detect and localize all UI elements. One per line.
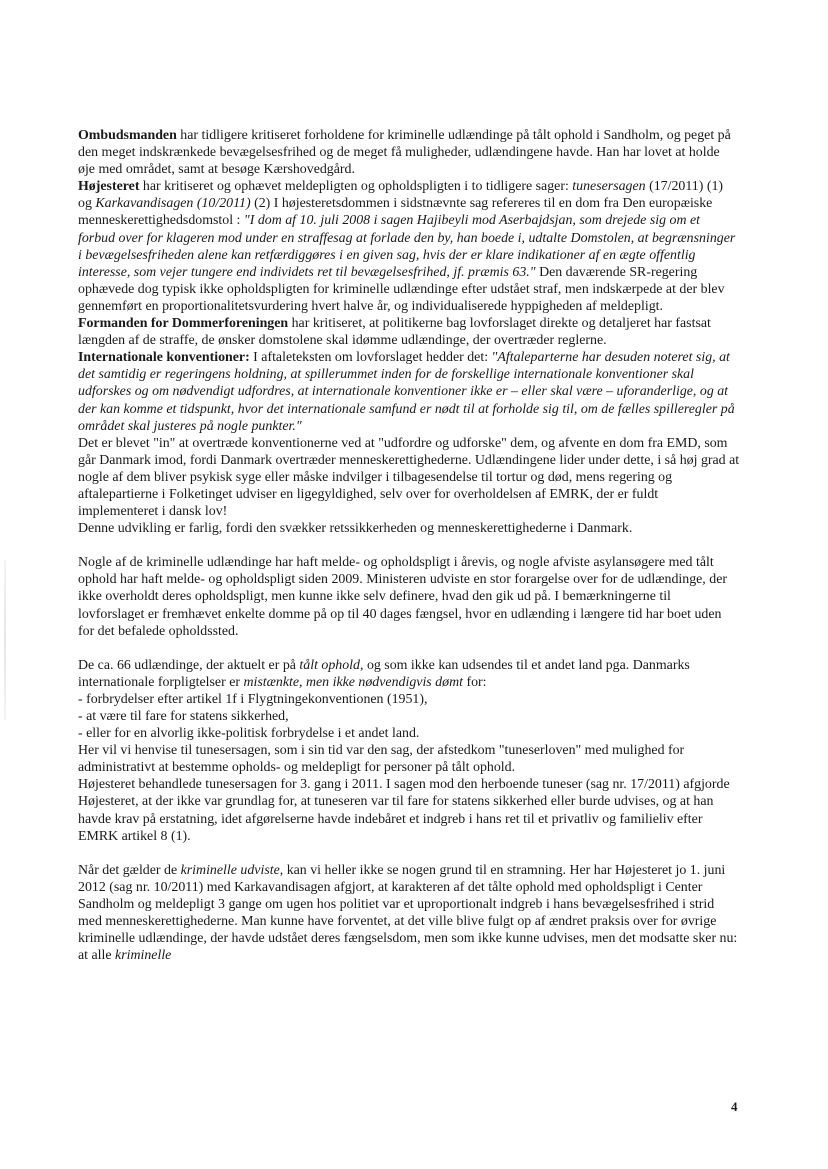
text-run: De ca. 66 udlændinge, der aktuelt er på <box>78 657 300 673</box>
text-run: Den daværende SR-regering ophævede dog typisk ikke opholdspligten for kriminelle udlændinge efter udstået straf, men indskærpede at der blev gennemført en proportionalitetsvurdering hvert halve år, og individualiserede hyppigheden af meldepligt. <box>78 264 725 314</box>
bold-run: Ombudsmanden <box>78 128 177 143</box>
text-run: Når det gælder de <box>78 862 181 878</box>
paragraph <box>78 520 740 537</box>
text-run: har kritiseret og ophævet meldepligten og opholdspligten i to tidligere sager: <box>139 179 573 195</box>
text-run: Nogle af de kriminelle udlændinge har haft melde- og opholdspligt i årevis, og nogle afviste asylansøgere med tålt ophold har haft melde- og opholdspligt siden 2009. Ministeren udviste en stor forargelse over for de udlændinge, der ikke overholdt deres opholdspligt, men kunne ikke selv definere, hvad den gik ud på. I bemærkningerne til lovforslaget er fremhævet enkelte domme på op til 40 dages fængsel, hvor en udlænding i længere tid har boet uden for det befalede opholdssted. <box>78 555 727 639</box>
text-run: har tidligere kritiseret forholdene for kriminelle udlændinge på tålt ophold i Sandholm, og peget på den meget indskrænkede bevægelsesfrihed og de meget få muligheder, udlændingene havde. Han har lovet at holde øje med området, samt at besøge Kærshovedgård. <box>78 128 731 178</box>
text-run: , kan vi heller ikke se nogen grund til en stramning. Her har Højesteret jo 1. juni 2012 (sag nr. 10/2011) med Karkavandisagen afgjort, at karakteren af det tålte ophold med opholdspligt i Center Sandholm og meldepligt 3 gange om ugen hos politiet var et uproportionalt indgreb i hans bevægelsesfrihed i strid med menneskerettighederne. Man kunne have forventet, at det ville blive fulgt op af ændret praksis over for øvrige kriminelle udlændinge, der havde udstået deres fængselsdom, men som ikke kunne udvises, men det modsatte sker nu: at alle <box>78 862 738 964</box>
italic-run: Karkavandisagen (10/2011) <box>95 196 251 212</box>
paragraph <box>78 554 740 639</box>
text-run: - at være til fare for statens sikkerhed, <box>78 709 289 724</box>
paragraph <box>78 691 740 708</box>
italic-run: kriminelle udviste <box>180 862 280 878</box>
italic-run: "Aftaleparterne har desuden noteret sig, at det samtidig er regeringens holdning, at spillerummet inden for de forskellige internationale konventioner skal udforskes og om nødvendigt udfordres, at internationale konventioner ikke er – eller skal være – uforanderlige, og at der kan komme et tidspunkt, hvor det internationale samfund er nødt til at forholde sig til, om de fælles spilleregler på området skal justeres på nogle punkter." <box>78 350 735 434</box>
text-run: Denne udvikling er farlig, fordi den svækker retssikkerheden og menneskerettighederne i Danmark. <box>78 521 633 537</box>
text-run: har kritiseret, at politikerne bag lovforslaget direkte og detaljeret har fastsat længden af de straffe, de ønsker domstolene skal idømme udlændinge, der overtræder reglerne. <box>78 316 711 349</box>
text-run: - eller for en alvorlig ikke-politisk forbrydelse i et andet land. <box>78 726 420 742</box>
text-run: I aftaleteksten om lovforslaget hedder det: <box>249 350 492 366</box>
bold-run: Formanden for Dommerforeningen <box>78 316 289 332</box>
text-run: (17/2011) (1) og <box>78 179 724 212</box>
paragraph <box>78 127 740 178</box>
paragraph <box>78 315 740 349</box>
paragraph <box>78 178 740 315</box>
text-run: (2) I højesteretsdommen i sidstnævnte sag refereres til en dom fra Den europæiske menneskerettighedsdomstol : <box>78 196 713 229</box>
paragraph <box>78 435 740 520</box>
scan-edge-shadow <box>4 560 6 720</box>
italic-run: "I dom af 10. juli 2008 i sagen Hajibeyli mod Aserbajdsjan, som drejede sig om et forbud over for klageren mod under en straffesag at forlade den by, han boede i, udtalte Domstolen, at begrænsninger i bevægelsesfriheden alene kan retfærdiggøres i en given sag, hvis der er klare indikationer af en ægte offentlig interesse, som vejer tungere end individets ret til bevægelsesfrihed, jf. præmis 63." <box>78 213 736 280</box>
italic-run: kriminelle <box>115 948 172 964</box>
paragraph <box>78 657 740 691</box>
text-run: - forbrydelser efter artikel 1f i Flygtningekonventionen (1951), <box>78 691 428 707</box>
paragraph <box>78 742 740 776</box>
paragraph-gap <box>78 640 740 657</box>
text-run: Højesteret behandlede tunesersagen for 3. gang i 2011. I sagen mod den herboende tuneser (sag nr. 17/2011) afgjorde Højesteret, at der ikke var grundlag for, at tuneseren var til fare for statens sikkerhed eller burde udvises, og at han havde krav på erstatning, idet afgørelserne havde indebåret et indgreb i hans ret til et privatliv og familieliv efter EMRK artikel 8 (1). <box>78 777 730 844</box>
bold-run: Højesteret <box>78 179 140 195</box>
paragraph <box>78 349 740 434</box>
paragraph-gap <box>78 845 740 862</box>
text-run: , og som ikke kan udsendes til et andet land pga. Danmarks internationale forpligtelser er <box>78 657 690 690</box>
paragraph-gap <box>78 537 740 554</box>
text-run: Det er blevet "in" at overtræde konventionerne ved at "udfordre og udforske" dem, og afvente en dom fra EMD, som går Danmark imod, fordi Danmark overtræder menneskerettighederne. Udlændingene lider under dette, i så høj grad at nogle af dem bliver psykisk syge eller måske indvilger i tilbagesendelse til tortur og død, mens regering og aftalepartierne i Folketinget udviser en ligegyldighed, selv over for overholdelsen af EMRK, der er fuldt implementeret i dansk lov! <box>78 435 740 520</box>
italic-run: tålt ophold <box>299 657 360 673</box>
paragraph <box>78 776 740 844</box>
italic-run: mistænkte, men ikke nødvendigvis dømt <box>243 674 463 690</box>
text-run: Her vil vi henvise til tunesersagen, som i sin tid var den sag, der afstedkom "tuneserloven" med mulighed for administrativt at bestemme opholds- og meldepligt for personer på tålt ophold. <box>78 743 685 776</box>
paragraph <box>78 725 740 742</box>
document-body <box>78 127 740 964</box>
text-run: for: <box>462 674 487 690</box>
paragraph <box>78 862 740 965</box>
paragraph <box>78 708 740 725</box>
page-number: 4 <box>731 1099 738 1114</box>
bold-run: Internationale konventioner: <box>78 350 250 366</box>
italic-run: tunesersagen <box>572 179 646 195</box>
